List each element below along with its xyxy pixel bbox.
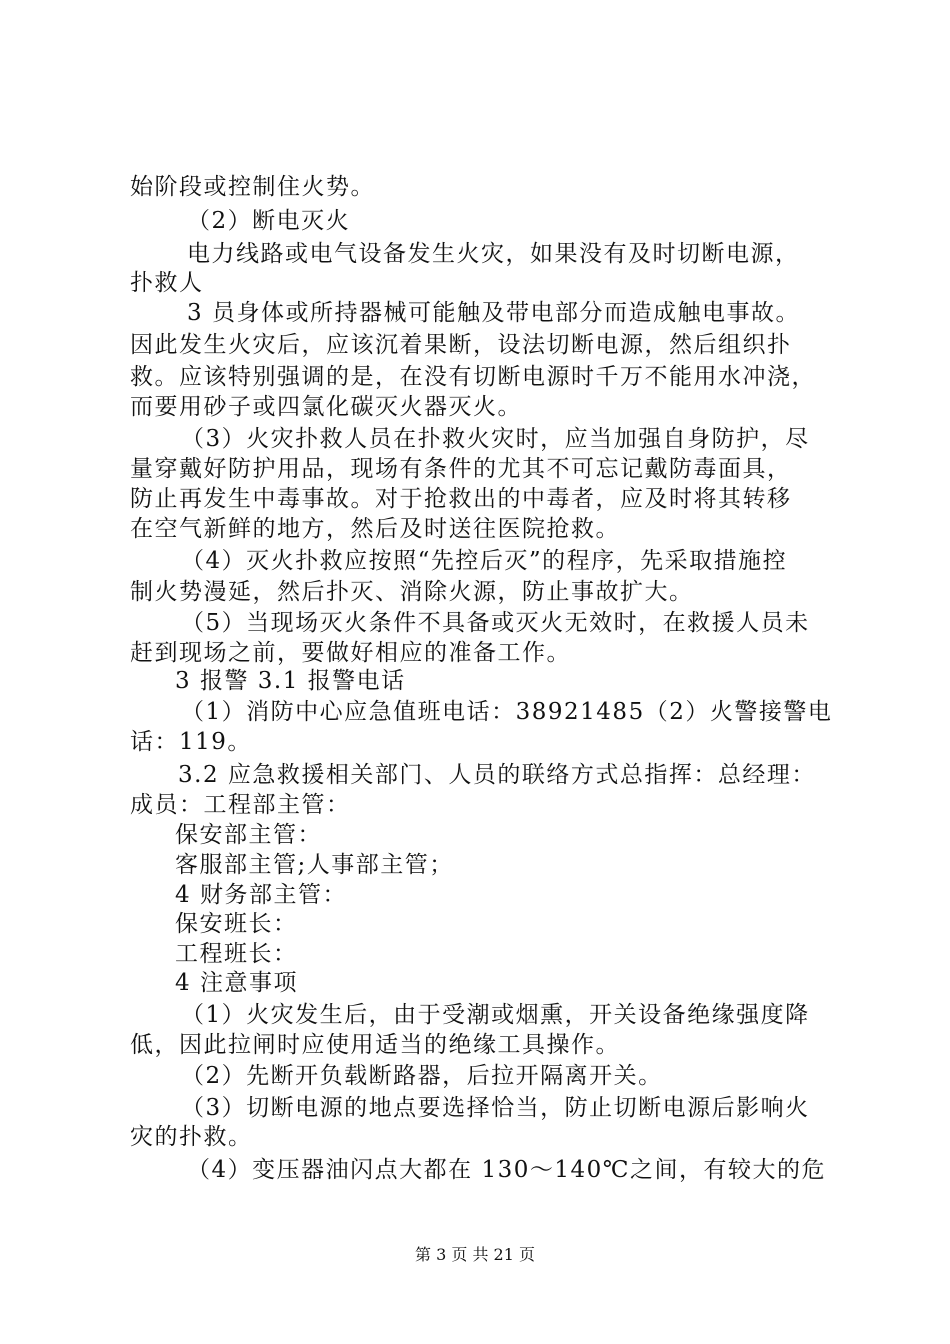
text-line: 3.2 应急救援相关部门、人员的联络方式总指挥：总经理： [178, 762, 816, 788]
text-line: 3 员身体或所持器械可能触及带电部分而造成触电事故。 [187, 300, 800, 326]
text-line: 而要用砂子或四氯化碳灭火器灭火。 [130, 394, 522, 420]
text-line: （3）火灾扑救人员在扑救火灾时，应当加强自身防护，尽 [181, 426, 810, 452]
text-line: （4）变压器油闪点大都在 130～140℃之间，有较大的危 [187, 1157, 826, 1183]
text-line: 工程班长： [175, 941, 298, 967]
text-line: （2）断电灭火 [187, 208, 351, 234]
text-line: 灾的扑救。 [130, 1124, 253, 1150]
text-line: 在空气新鲜的地方，然后及时送往医院抢救。 [130, 516, 620, 542]
text-line: （1）火灾发生后，由于受潮或烟熏，开关设备绝缘强度降 [181, 1002, 810, 1028]
text-line: 始阶段或控制住火势。 [130, 174, 375, 200]
text-line: 扑救人 [130, 270, 204, 296]
text-line: 赶到现场之前，要做好相应的准备工作。 [130, 640, 571, 666]
page-footer: 第 3 页 共 21 页 [415, 1245, 535, 1264]
text-line: 因此发生火灾后，应该沉着果断，设法切断电源，然后组织扑 [130, 332, 792, 358]
text-line: （1）消防中心应急值班电话：38921485（2）火警接警电 [181, 699, 833, 725]
text-line: 话：119。 [130, 729, 252, 755]
text-line: 制火势漫延，然后扑灭、消除火源，防止事故扩大。 [130, 579, 694, 605]
text-line: （5）当现场灭火条件不具备或灭火无效时，在救援人员未 [181, 610, 810, 636]
section-heading: 3 报警 3.1 报警电话 [175, 668, 406, 694]
text-line: 成员：工程部主管： [130, 792, 351, 818]
text-line: 低，因此拉闸时应使用适当的绝缘工具操作。 [130, 1032, 620, 1058]
text-line: 保安班长： [175, 911, 298, 937]
section-heading: 4 注意事项 [175, 970, 298, 996]
text-line: 电力线路或电气设备发生火灾，如果没有及时切断电源， [187, 241, 800, 267]
text-line: （4）灭火扑救应按照“先控后灭”的程序，先采取措施控 [181, 548, 788, 574]
text-line: 客服部主管;人事部主管； [175, 852, 454, 878]
text-line: （3）切断电源的地点要选择恰当，防止切断电源后影响火 [181, 1095, 810, 1121]
text-line: 量穿戴好防护用品，现场有条件的尤其不可忘记戴防毒面具， [130, 456, 792, 482]
text-line: 保安部主管： [175, 822, 322, 848]
text-line: 4 财务部主管： [175, 882, 347, 908]
text-line: 防止再发生中毒事故。对于抢救出的中毒者，应及时将其转移 [130, 486, 792, 512]
text-line: 救。应该特别强调的是，在没有切断电源时千万不能用水冲浇， [130, 364, 816, 390]
text-line: （2）先断开负载断路器，后拉开隔离开关。 [181, 1063, 663, 1089]
